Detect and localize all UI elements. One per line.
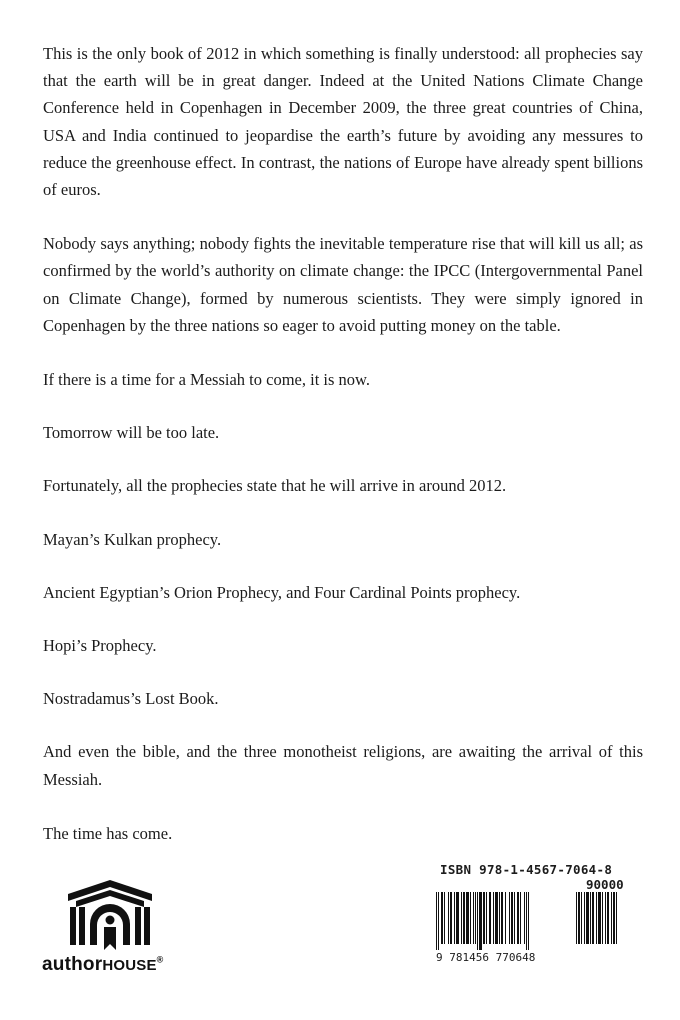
barcode-bar <box>602 892 603 944</box>
barcode-bar <box>479 892 482 950</box>
barcode-bar <box>463 892 465 944</box>
barcode-bar <box>448 892 449 944</box>
barcode-bar <box>501 892 503 944</box>
barcode-bar <box>489 892 491 944</box>
barcode-bar <box>454 892 455 944</box>
barcode-bar <box>486 892 487 944</box>
barcode-bar <box>586 892 589 944</box>
barcode-bar <box>470 892 471 944</box>
publisher-wordmark <box>42 954 164 976</box>
barcode-bar <box>483 892 485 944</box>
barcode-bar <box>511 892 513 944</box>
barcode-bar <box>590 892 591 944</box>
isbn-label: ISBN 978-1-4567-7064-8 <box>440 862 613 877</box>
barcode-bar <box>598 892 601 944</box>
barcode-bar <box>613 892 615 944</box>
barcode-bar <box>475 892 476 944</box>
paragraph-hopi: Hopi’s Prophecy. <box>43 636 157 656</box>
registered-mark: ® <box>156 954 164 965</box>
publisher-name-lower: author <box>42 954 103 975</box>
barcode-bar <box>466 892 469 944</box>
barcode-bar <box>526 892 527 950</box>
barcode-bar <box>607 892 609 944</box>
barcode-bar <box>520 892 521 944</box>
paragraph-time-has-come: The time has come. <box>43 823 173 843</box>
barcode-bar <box>605 892 606 944</box>
paragraph-mayan: Mayan’s Kulkan prophecy. <box>43 529 222 549</box>
barcode-bar <box>499 892 500 944</box>
paragraph-nostradamus: Nostradamus’s Lost Book. <box>43 689 219 709</box>
price-code: 90000 <box>586 877 624 892</box>
barcode-bar <box>436 892 437 950</box>
paragraph-intro: This is the only book of 2012 in which something is finally understood: all prophecies say that the earth will be in great danger. Indeed at the United Nations Climate Change Conference held in Copenhagen in December 2009, the three great countries of China, USA and India continued to jeopardise the earth’s future by avoiding any messures to reduce the greenhouse effect. In contrast, the nations of Europe have already spent billions of euros. <box>43 44 643 200</box>
barcode-digits: 9 781456 770648 <box>436 951 536 964</box>
barcode-bar <box>616 892 617 944</box>
barcode-bar <box>596 892 597 944</box>
barcode-bar <box>438 892 439 950</box>
barcode-bar <box>444 892 445 944</box>
barcode-bar <box>581 892 582 944</box>
barcode-bar <box>441 892 443 944</box>
publisher-logo <box>42 880 192 980</box>
barcode-bar <box>509 892 510 944</box>
paragraph-ipcc: Nobody says anything; nobody fights the inevitable temperature rise that will kill us all; as confirmed by the world’s authority on climate change: the IPCC (Intergovernmental Panel on Climate Change), formed by numerous scientists. They were simply ignored in Copenhagen by the three nations so eager to avoid putting money on the table. <box>43 234 643 335</box>
barcode-bar <box>461 892 462 944</box>
paragraph-egyptian: Ancient Egyptian’s Orion Prophecy, and Four Cardinal Points prophecy. <box>43 582 521 602</box>
barcode-bar <box>495 892 498 944</box>
barcode-bar <box>524 892 525 944</box>
addon-barcode-bars <box>576 892 634 952</box>
barcode-bar <box>578 892 580 944</box>
barcode-bar <box>592 892 594 944</box>
barcode-bar <box>517 892 519 944</box>
barcode-bar <box>528 892 529 950</box>
back-cover-text <box>43 40 643 874</box>
barcode-bar <box>456 892 459 944</box>
paragraph-bible: And even the bible, and the three monotheist religions, are awaiting the arrival of this Messiah. <box>43 742 643 789</box>
isbn-barcode <box>436 862 636 972</box>
paragraph-fortunately: Fortunately, all the prophecies state that he will arrive in around 2012. <box>43 476 507 496</box>
barcode-bar <box>473 892 474 944</box>
barcode-bar <box>450 892 452 944</box>
ean-barcode-bars <box>436 892 570 952</box>
barcode-bar <box>611 892 612 944</box>
paragraph-messiah: If there is a time for a Messiah to come, it is now. <box>43 370 371 390</box>
barcode-bar <box>505 892 506 944</box>
barcode-bar <box>576 892 577 944</box>
barcode-bar <box>477 892 478 950</box>
authorhouse-house-icon <box>68 880 152 950</box>
publisher-name-caps: HOUSE <box>102 957 157 974</box>
barcode-bar <box>514 892 515 944</box>
paragraph-tomorrow: Tomorrow will be too late. <box>43 423 220 443</box>
barcode-bar <box>493 892 494 944</box>
barcode-bar <box>584 892 585 944</box>
